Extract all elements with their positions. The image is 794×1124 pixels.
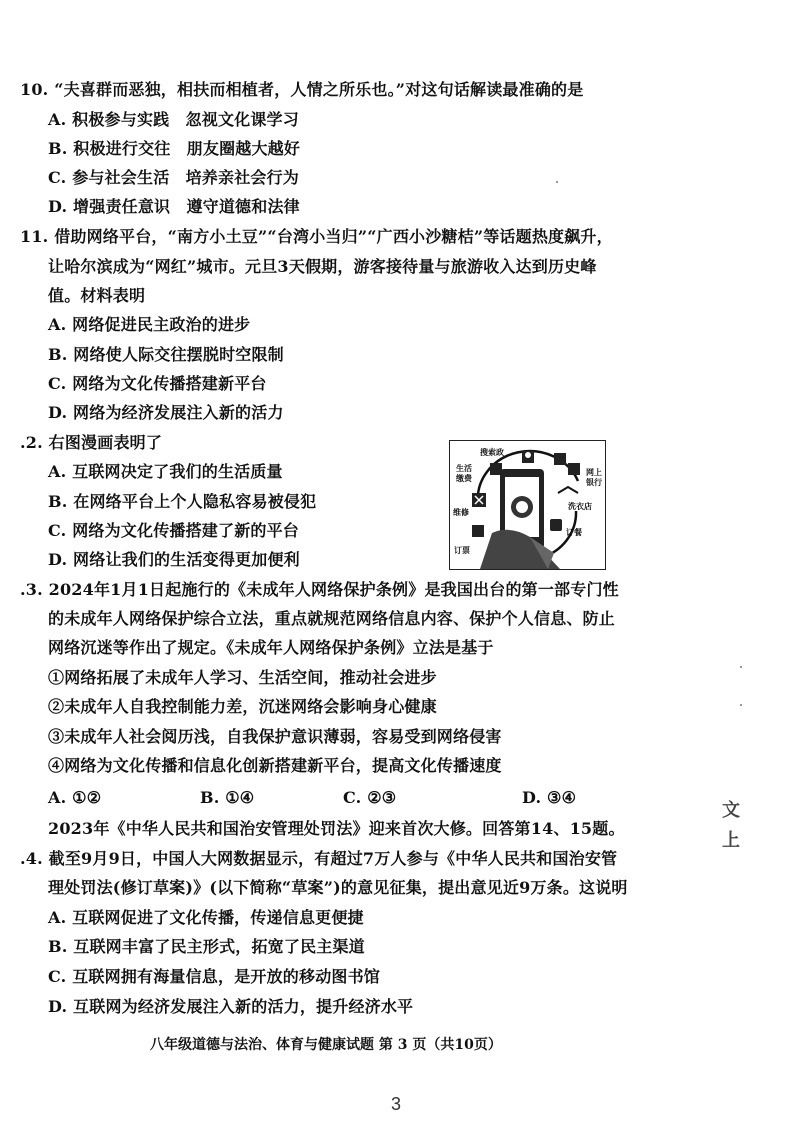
cart-icon	[554, 453, 566, 465]
q13-item-3: ③未成年人社会阅历浅，自我保护意识薄弱，容易受到网络侵害	[48, 727, 502, 746]
bank-icon	[568, 463, 580, 475]
q12-option-d: D. 网络让我们的生活变得更加便利	[48, 550, 300, 569]
q11-option-a: A. 网络促进民主政治的进步	[48, 315, 251, 334]
q13-item-2: ②未成年人自我控制能力差，沉迷网络会影响身心健康	[48, 697, 437, 716]
q14-stem-line-2: 理处罚法(修订草案)》(以下简称“草案”)的意见征集，提出意见近9万条。这说明	[48, 878, 628, 897]
q10-option-c: C. 参与社会生活 培养亲社会行为	[48, 168, 299, 187]
label-ticket: 订票	[454, 546, 470, 555]
margin-char-1: 文	[722, 800, 740, 821]
q11-stem-line-3: 值。材料表明	[48, 286, 146, 305]
q14-option-b: B. 互联网丰富了民主形式，拓宽了民主渠道	[48, 937, 365, 956]
label-life: 生活	[456, 464, 472, 473]
q13-stem-line-1: .3. 2024年1月1日起施行的《未成年人网络保护条例》是我国出台的第一部专门性	[20, 580, 619, 599]
label-bank-2: 银行	[586, 478, 602, 487]
q13-option-a: A. ①②	[48, 788, 102, 807]
page-number: 3	[391, 1094, 402, 1114]
food-icon	[550, 519, 562, 531]
comic-drawing	[450, 441, 605, 569]
q13-item-4: ④网络为文化传播和信息化创新搭建新平台，提高文化传播速度	[48, 756, 502, 775]
hanger-icon	[558, 487, 578, 493]
q14-stem-line-1: .4. 截至9月9日，中国人大网数据显示，有超过7万人参与《中华人民共和国治安管	[20, 849, 618, 868]
q13-stem-line-2: 的未成年人网络保护综合立法，重点就规范网络信息内容、保护个人信息、防止	[48, 609, 616, 628]
ticket-icon	[472, 525, 484, 537]
q11-stem-line-1: 11. 借助网络平台，“南方小土豆”“台湾小当归”“广西小沙糖桔”等话题热度飙升，	[20, 227, 613, 246]
q12-option-b: B. 在网络平台上个人隐私容易被侵犯	[48, 492, 317, 511]
page-footer: 八年级道德与法治、体育与健康试题 第 3 页（共10页）	[150, 1037, 502, 1053]
label-bank: 网上	[586, 468, 602, 477]
fee-icon	[490, 463, 502, 475]
label-repair: 维修	[453, 508, 469, 517]
q10-option-d: D. 增强责任意识 遵守道德和法律	[48, 197, 300, 216]
q10-stem: 10. “夫喜群而恶独，相扶而相植者，人情之所乐也。”对这句话解读最准确的是	[20, 80, 584, 99]
q13-option-d: D. ③④	[522, 788, 577, 807]
q12-option-c: C. 网络为文化传播搭建了新的平台	[48, 521, 299, 540]
q11-option-c: C. 网络为文化传播搭建新平台	[48, 374, 267, 393]
q14-option-d: D. 互联网为经济发展注入新的活力，提升经济水平	[48, 997, 414, 1016]
margin-char-2: 上	[722, 830, 740, 851]
label-order: 订餐	[566, 528, 582, 537]
q10-option-a: A. 积极参与实践 忽视文化课学习	[48, 110, 299, 129]
label-search: 搜索政	[480, 448, 504, 457]
q13-option-b: B. ①④	[200, 788, 255, 807]
q14-option-a: A. 互联网促进了文化传播，传递信息更便捷	[48, 908, 364, 927]
q11-option-d: D. 网络为经济发展注入新的活力	[48, 403, 284, 422]
q14-option-c: C. 互联网拥有海量信息，是开放的移动图书馆	[48, 967, 380, 986]
q11-stem-line-2: 让哈尔滨成为“网红”城市。元旦3天假期，游客接待量与旅游收入达到历史峰	[48, 257, 597, 276]
intro-14-15: 2023年《中华人民共和国治安管理处罚法》迎来首次大修。回答第14、15题。	[48, 819, 625, 838]
q13-item-1: ①网络拓展了未成年人学习、生活空间，推动社会进步	[48, 668, 437, 687]
q12-stem: .2. 右图漫画表明了	[20, 433, 163, 452]
label-life-2: 缴费	[456, 474, 472, 483]
q12-option-a: A. 互联网决定了我们的生活质量	[48, 462, 283, 481]
label-laundry: 洗衣店	[568, 502, 592, 511]
smartphone-services-comic	[449, 440, 606, 570]
q13-option-c: C. ②③	[343, 788, 397, 807]
q11-option-b: B. 网络使人际交往摆脱时空限制	[48, 345, 284, 364]
q10-option-b: B. 积极进行交往 朋友圈越大越好	[48, 139, 301, 158]
q13-stem-line-3: 网络沉迷等作出了规定。《未成年人网络保护条例》立法是基于	[48, 638, 494, 657]
